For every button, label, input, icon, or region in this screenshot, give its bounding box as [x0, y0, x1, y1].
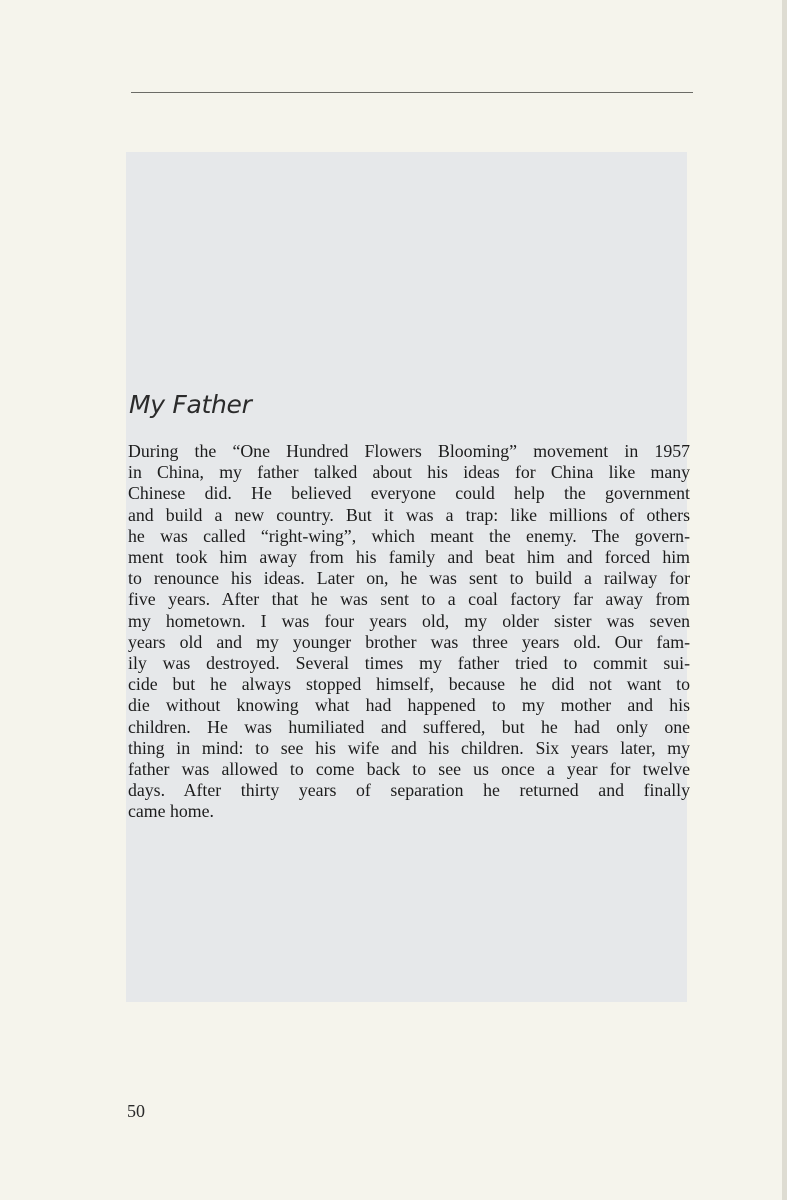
- body-line: years old and my younger brother was three years old. Our fam-: [128, 631, 690, 652]
- body-line: came home.: [128, 801, 214, 822]
- body-line: cide but he always stopped himself, because he did not want to: [128, 674, 690, 695]
- body-line: and build a new country. But it was a trap: like millions of others: [128, 504, 690, 525]
- body-line: ment took him away from his family and beat him and forced him: [128, 547, 690, 568]
- body-line: thing in mind: to see his wife and his children. Six years later, my: [128, 737, 690, 758]
- body-line: ily was destroyed. Several times my father tried to commit sui-: [128, 653, 690, 674]
- body-line: children. He was humiliated and suffered, but he had only one: [128, 716, 690, 737]
- body-line: he was called “right-wing”, which meant the enemy. The govern-: [128, 525, 690, 546]
- body-line: five years. After that he was sent to a coal factory far away from: [128, 589, 690, 610]
- header-rule: [131, 92, 693, 93]
- body-line: father was allowed to come back to see us once a year for twelve: [128, 759, 690, 780]
- body-line: my hometown. I was four years old, my older sister was seven: [128, 610, 690, 631]
- essay-title: My Father: [129, 390, 252, 419]
- body-line: days. After thirty years of separation he returned and finally: [128, 780, 690, 801]
- page-number: 50: [127, 1101, 145, 1121]
- essay-body: [128, 441, 690, 823]
- body-line: to renounce his ideas. Later on, he was sent to build a railway for: [128, 568, 690, 589]
- body-line: Chinese did. He believed everyone could help the government: [128, 483, 690, 504]
- body-line: die without knowing what had happened to my mother and his: [128, 695, 690, 716]
- body-line: in China, my father talked about his ideas for China like many: [128, 462, 690, 483]
- body-line: During the “One Hundred Flowers Blooming” movement in 1957: [128, 441, 690, 461]
